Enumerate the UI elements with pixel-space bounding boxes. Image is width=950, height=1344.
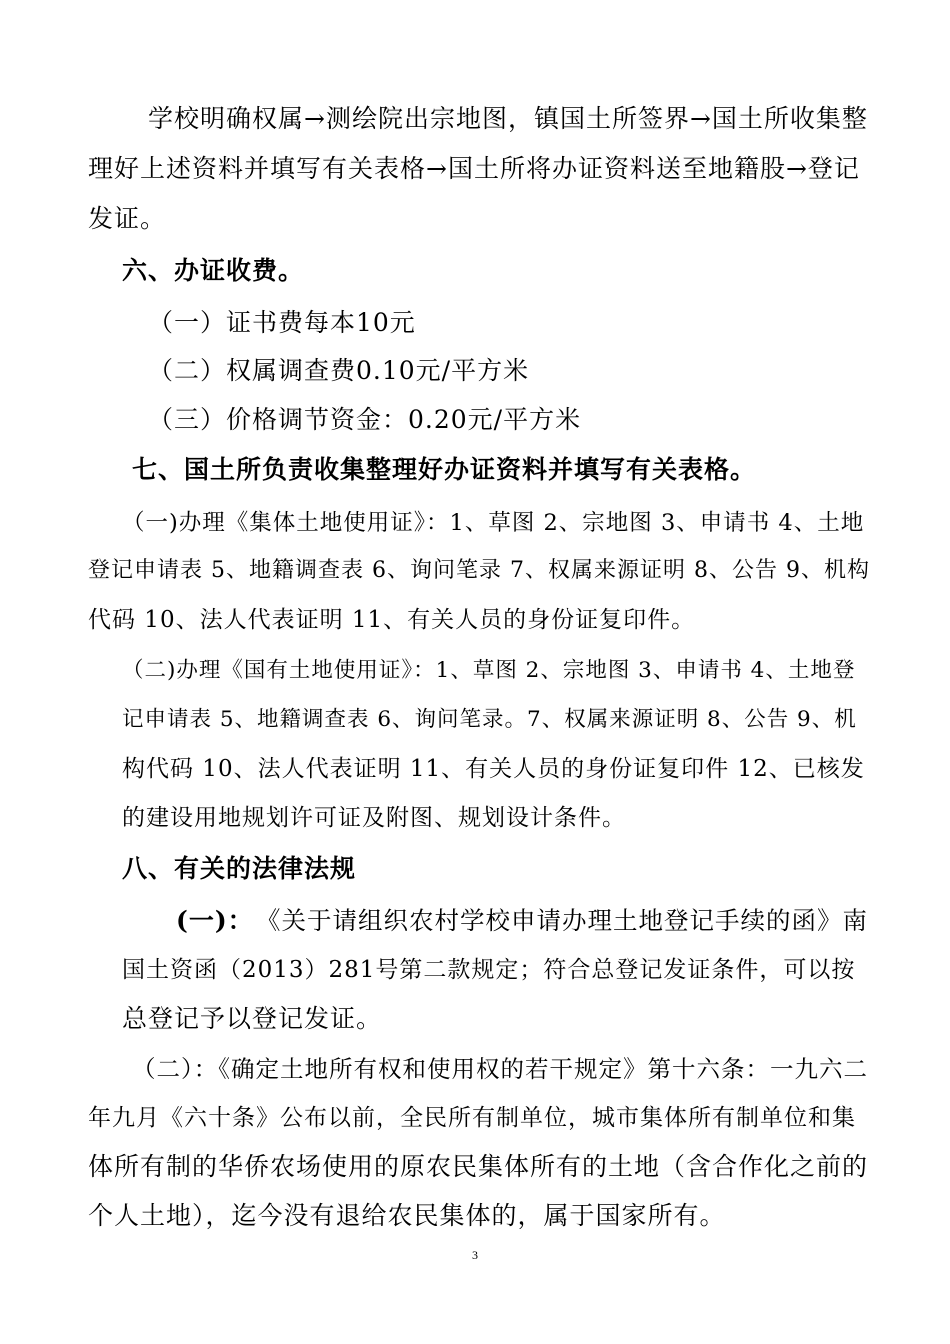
fee-item-3: （三）价格调节资金：0.20元/平方米: [148, 405, 582, 434]
law-item-2-line-1: （二）：《确定土地所有权和使用权的若干规定》第十六条：一九六二: [132, 1055, 868, 1083]
collective-line-1: （一)办理《集体土地使用证》：1、草图 2、宗地图 3、申请书 4、土地: [122, 510, 865, 536]
collective-line-2: 登记申请表 5、地籍调查表 6、询问笔录 7、权属来源证明 8、公告 9、机构: [88, 558, 870, 583]
state-line-2: 记申请表 5、地籍调查表 6、询问笔录。7、权属来源证明 8、公告 9、机: [122, 707, 857, 732]
law-item-1-label: (一)：: [176, 906, 254, 935]
process-line-2: 理好上述资料并填写有关表格→国土所将办证资料送至地籍股→登记: [88, 154, 860, 183]
law-item-1-line-2: 国土资函（2013）281号第二款规定；符合总登记发证条件，可以按: [122, 957, 856, 983]
process-line-1: 学校明确权属→测绘院出宗地图，镇国土所签界→国土所收集整: [148, 104, 868, 133]
fee-item-1: （一）证书费每本10元: [148, 308, 416, 337]
law-item-1-line-1: 《关于请组织农村学校申请办理土地登记手续的函》南: [256, 906, 868, 935]
fees-heading: 六、办证收费。: [122, 256, 305, 285]
laws-heading: 八、有关的法律法规: [122, 854, 357, 883]
law-item-1-line-3: 总登记予以登记发证。: [122, 1004, 383, 1033]
state-line-1: （二)办理《国有土地使用证》：1、草图 2、宗地图 3、申请书 4、土地登: [122, 658, 856, 683]
law-item-2-line-4: 个人土地），迄今没有退给农民集体的，属于国家所有。: [88, 1201, 726, 1230]
process-line-3: 发证。: [88, 204, 167, 233]
page-number: 3: [472, 1248, 478, 1262]
law-item-2-line-3: 体所有制的华侨农场使用的原农民集体所有的土地（含合作化之前的: [88, 1152, 869, 1181]
collective-line-3: 代码 10、法人代表证明 11、有关人员的身份证复印件。: [88, 607, 696, 633]
materials-heading: 七、国土所负责收集整理好办证资料并填写有关表格。: [132, 455, 757, 484]
fee-item-2: （二）权属调查费0.10元/平方米: [148, 356, 530, 385]
state-line-3: 构代码 10、法人代表证明 11、有关人员的身份证复印件 12、已核发: [122, 756, 865, 782]
state-line-4: 的建设用地规划许可证及附图、规划设计条件。: [122, 805, 626, 831]
law-item-2-line-2: 年九月《六十条》公布以前，全民所有制单位，城市集体所有制单位和集: [88, 1105, 856, 1131]
